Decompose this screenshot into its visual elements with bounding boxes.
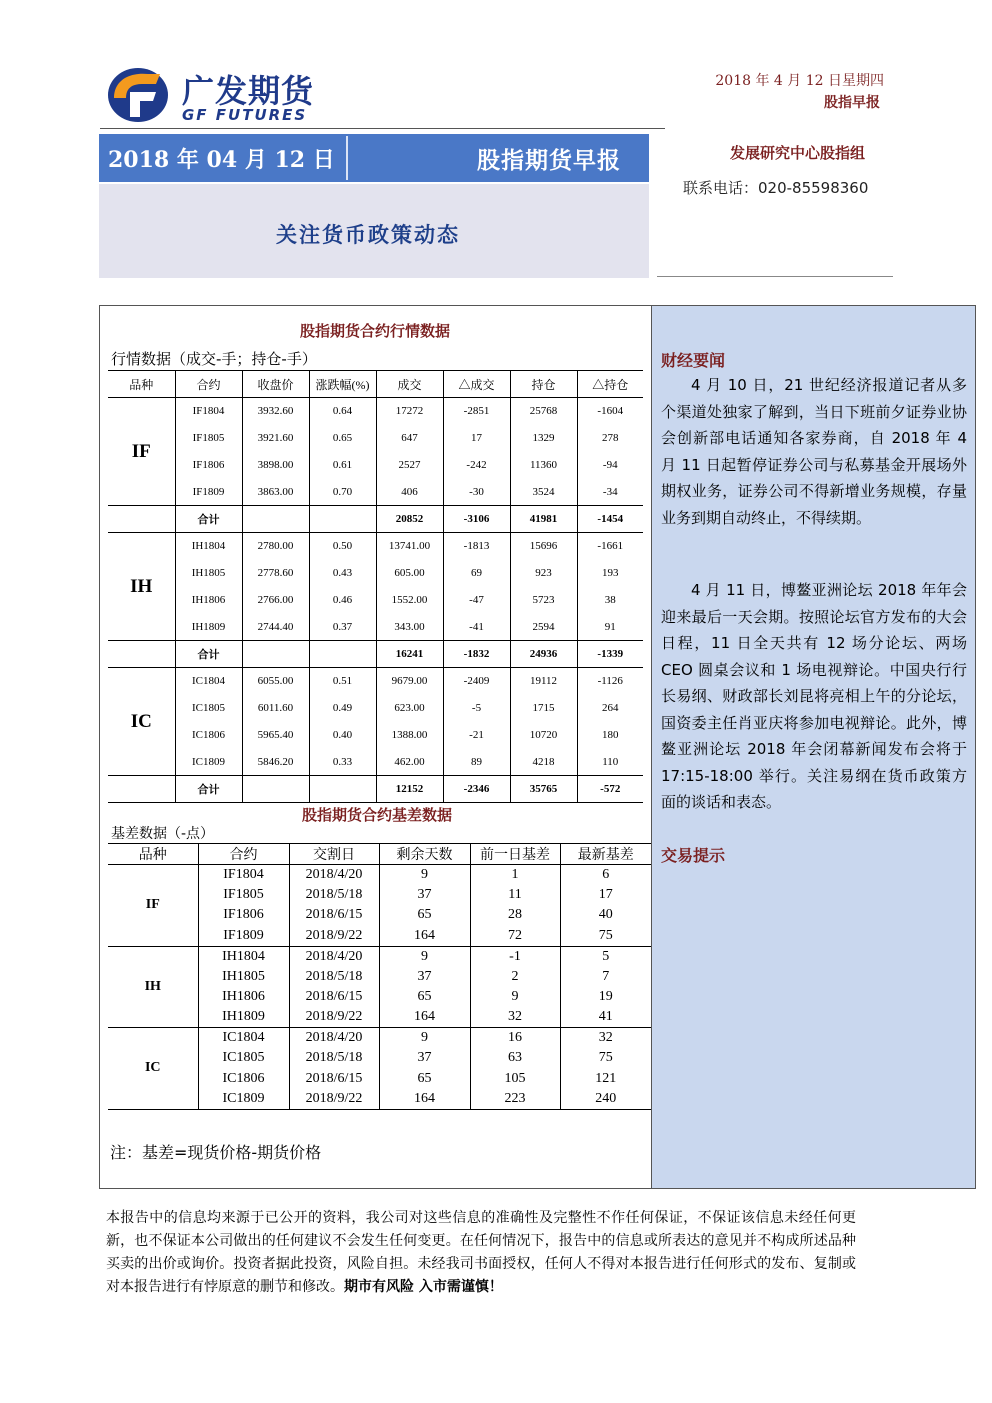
table-header-row bbox=[108, 371, 643, 398]
table-cell: IC1809 bbox=[175, 749, 242, 776]
table-cell: 65 bbox=[379, 987, 470, 1007]
table-cell: IF1806 bbox=[175, 452, 242, 479]
table-cell: 164 bbox=[379, 1007, 470, 1027]
table-cell: -2409 bbox=[443, 668, 510, 695]
title-separator bbox=[346, 136, 348, 180]
table-cell: 0.40 bbox=[309, 722, 376, 749]
table-cell: 2018/5/18 bbox=[289, 885, 379, 905]
contact-rule bbox=[657, 276, 893, 277]
header-rule bbox=[100, 128, 665, 129]
table-cell: 13741.00 bbox=[376, 533, 443, 560]
table-cell: 0.33 bbox=[309, 749, 376, 776]
table-cell: 69 bbox=[443, 560, 510, 587]
table-cell: -34 bbox=[602, 485, 618, 498]
table-cell: 343.00 bbox=[376, 614, 443, 641]
total-label: 合计 bbox=[175, 776, 242, 803]
table-cell: 2594 bbox=[510, 614, 577, 641]
table-cell: -1126 bbox=[597, 675, 623, 688]
table-row bbox=[108, 560, 643, 587]
table-cell: 2778.60 bbox=[242, 560, 309, 587]
header-report-type: 股指早报 bbox=[824, 95, 880, 111]
total-row bbox=[108, 641, 643, 668]
table-cell: 32 bbox=[598, 1030, 613, 1046]
column-header: 合约 bbox=[198, 844, 289, 865]
table-cell: IC1805 bbox=[198, 1048, 289, 1068]
table-cell bbox=[309, 641, 376, 668]
column-header: 剩余天数 bbox=[379, 844, 470, 865]
market-table-title: 股指期货合约行情数据 bbox=[300, 322, 451, 340]
table-cell: 1329 bbox=[510, 425, 577, 452]
table-cell: -1813 bbox=[443, 533, 510, 560]
column-header: 持仓 bbox=[510, 371, 577, 398]
table-cell: 19 bbox=[598, 989, 613, 1005]
total-open-interest-change: -1339 bbox=[577, 641, 643, 668]
table-cell: 15696 bbox=[510, 533, 577, 560]
table-cell: 5846.20 bbox=[242, 749, 309, 776]
table-cell: -30 bbox=[443, 479, 510, 506]
table-cell: 278 bbox=[602, 432, 619, 444]
disclaimer bbox=[106, 1207, 856, 1299]
table-cell: 0.46 bbox=[309, 587, 376, 614]
table-cell bbox=[242, 506, 309, 533]
table-cell: 2766.00 bbox=[242, 587, 309, 614]
table-cell: 240 bbox=[560, 1089, 651, 1109]
column-header: 合约 bbox=[175, 371, 242, 398]
table-cell: IC1809 bbox=[198, 1089, 289, 1109]
column-header: 品种 bbox=[108, 371, 175, 398]
table-cell: IH1805 bbox=[175, 560, 242, 587]
table-cell: 2018/5/18 bbox=[289, 966, 379, 986]
table-cell: 5965.40 bbox=[242, 722, 309, 749]
basis-table-title: 股指期货合约基差数据 bbox=[302, 806, 453, 824]
table-cell: 6055.00 bbox=[242, 668, 309, 695]
total-label: 合计 bbox=[175, 641, 242, 668]
table-cell: -1 bbox=[470, 946, 560, 966]
table-cell: 3863.00 bbox=[242, 479, 309, 506]
table-cell: 2018/6/15 bbox=[289, 987, 379, 1007]
table-header-row bbox=[108, 844, 651, 865]
variety-cell: IH bbox=[108, 946, 198, 1028]
table-cell: 2744.40 bbox=[242, 614, 309, 641]
table-cell: 11 bbox=[470, 885, 560, 905]
table-cell: 63 bbox=[470, 1048, 560, 1068]
table-cell: 91 bbox=[604, 620, 616, 633]
table-cell: 3898.00 bbox=[242, 452, 309, 479]
table-cell: IC1804 bbox=[198, 1028, 289, 1048]
table-cell: 0.65 bbox=[309, 425, 376, 452]
table-row bbox=[108, 398, 643, 425]
table-cell: 9679.00 bbox=[376, 668, 443, 695]
table-cell: 38 bbox=[604, 594, 616, 606]
table-cell: 2018/6/15 bbox=[289, 1068, 379, 1088]
table-cell: 37 bbox=[379, 885, 470, 905]
table-cell: IF1804 bbox=[175, 398, 242, 425]
table-cell: 65 bbox=[379, 1068, 470, 1088]
table-cell bbox=[108, 776, 175, 803]
table-cell: 2527 bbox=[376, 452, 443, 479]
table-cell: -21 bbox=[443, 722, 510, 749]
table-cell: IH1804 bbox=[175, 533, 242, 560]
table-cell: 1 bbox=[470, 865, 560, 885]
table-cell: 6011.60 bbox=[242, 695, 309, 722]
table-cell: 17 bbox=[443, 425, 510, 452]
column-header: △成交 bbox=[443, 371, 510, 398]
table-cell: 0.37 bbox=[309, 614, 376, 641]
table-cell: 223 bbox=[470, 1089, 560, 1109]
table-cell: 0.61 bbox=[309, 452, 376, 479]
table-row bbox=[108, 452, 643, 479]
table-cell: IF1805 bbox=[198, 885, 289, 905]
headline: 关注货币政策动态 bbox=[276, 222, 460, 247]
table-cell: 16 bbox=[470, 1028, 560, 1048]
table-cell: 164 bbox=[379, 926, 470, 946]
table-cell: IF1809 bbox=[198, 926, 289, 946]
table-cell: IC1804 bbox=[175, 668, 242, 695]
total-row bbox=[108, 776, 643, 803]
table-cell: 193 bbox=[602, 567, 619, 579]
table-cell: 2018/4/20 bbox=[289, 946, 379, 966]
total-open-interest-change: -1454 bbox=[577, 506, 643, 533]
main-bottom-rule bbox=[99, 1188, 976, 1189]
table-cell: 25768 bbox=[510, 398, 577, 425]
basis-note: 注：基差=现货价格-期货价格 bbox=[110, 1143, 322, 1162]
table-cell: 2018/9/22 bbox=[289, 1007, 379, 1027]
total-open-interest: 41981 bbox=[510, 506, 577, 533]
table-row bbox=[108, 1028, 651, 1048]
table-row bbox=[108, 479, 643, 506]
table-cell: 7 bbox=[602, 968, 610, 984]
news-section-title: 财经要闻 bbox=[661, 351, 726, 370]
total-volume-change: -2346 bbox=[443, 776, 510, 803]
basis-data-table bbox=[108, 843, 651, 1110]
table-cell: IH1805 bbox=[198, 966, 289, 986]
table-cell: 41 bbox=[560, 1007, 651, 1027]
table-cell: 32 bbox=[470, 1007, 560, 1027]
column-header: 涨跌幅(%) bbox=[309, 371, 376, 398]
total-row bbox=[108, 506, 643, 533]
table-cell: 40 bbox=[598, 907, 613, 923]
table-cell: 2780.00 bbox=[242, 533, 309, 560]
table-cell bbox=[309, 776, 376, 803]
table-cell: IC1806 bbox=[175, 722, 242, 749]
risk-warning: 期市有风险 入市需谨慎！ bbox=[344, 1279, 503, 1295]
table-cell: 164 bbox=[379, 1089, 470, 1109]
table-cell: IC1805 bbox=[175, 695, 242, 722]
total-volume: 20852 bbox=[376, 506, 443, 533]
table-cell bbox=[108, 641, 175, 668]
table-cell: IH1809 bbox=[198, 1007, 289, 1027]
table-cell: 0.50 bbox=[309, 533, 376, 560]
column-header: 前一日基差 bbox=[470, 844, 560, 865]
table-cell: 19112 bbox=[510, 668, 577, 695]
table-cell: IF1805 bbox=[175, 425, 242, 452]
table-row bbox=[108, 946, 651, 966]
table-cell: 37 bbox=[379, 1048, 470, 1068]
total-open-interest: 24936 bbox=[510, 641, 577, 668]
market-data-table bbox=[108, 370, 643, 803]
header-date: 2018 年 4 月 12 日星期四 bbox=[715, 73, 884, 89]
table-row bbox=[108, 722, 643, 749]
news-paragraph: 4 月 11 日，博鳌亚洲论坛 2018 年年会迎来最后一天会期。按照论坛官方发布的大会日程，11 日全天共有 12 场分论坛、两场 CEO 圆桌会议和 1 场电视辩论。中国央行行长易纲、财政部长刘昆将亮相上午的分论坛，国资委主任肖亚庆将参加电视辩论。此外，博鳌亚洲论坛 2018 年会闭幕新闻发布会将于 17:15-18:00 举行。关注易纲在货币政策方面的谈话和表态。 bbox=[661, 581, 967, 811]
table-cell: 65 bbox=[379, 905, 470, 925]
table-cell: 17 bbox=[598, 887, 613, 903]
disclaimer-text: 本报告中的信息均来源于已公开的资料，我公司对这些信息的准确性及完整性不作任何保证，不保证该信息未经任何更新，也不保证本公司做出的任何建议不会发生任何变更。在任何情况下，报告中的信息或所表达的意见并不构成所述品种买卖的出价或询价。投资者据此投资，风险自担。未经我司书面授权，任何人不得对本报告进行任何形式的发布、复制或对本报告进行有悖原意的删节和修改。 bbox=[106, 1210, 856, 1295]
column-header: 品种 bbox=[108, 844, 198, 865]
variety-cell: IC bbox=[108, 668, 175, 776]
variety-cell: IF bbox=[108, 398, 175, 506]
table-cell: 2 bbox=[470, 966, 560, 986]
table-row bbox=[108, 865, 651, 885]
logo-english-name: GF FUTURES bbox=[182, 106, 308, 124]
table-cell: 462.00 bbox=[376, 749, 443, 776]
table-cell: 0.49 bbox=[309, 695, 376, 722]
table-cell: 623.00 bbox=[376, 695, 443, 722]
total-open-interest-change: -572 bbox=[577, 776, 643, 803]
table-cell: 0.64 bbox=[309, 398, 376, 425]
variety-cell: IF bbox=[108, 865, 198, 947]
column-header: 成交 bbox=[376, 371, 443, 398]
table-cell: 121 bbox=[595, 1070, 617, 1086]
title-date: 2018 年 04 月 12 日 bbox=[108, 147, 335, 173]
table-cell: 2018/6/15 bbox=[289, 905, 379, 925]
table-cell: 2018/9/22 bbox=[289, 1089, 379, 1109]
table-row bbox=[108, 425, 643, 452]
table-cell: 28 bbox=[470, 905, 560, 925]
total-open-interest: 35765 bbox=[510, 776, 577, 803]
table-cell: 1715 bbox=[510, 695, 577, 722]
total-volume: 16241 bbox=[376, 641, 443, 668]
table-cell: 0.51 bbox=[309, 668, 376, 695]
table-cell: -47 bbox=[443, 587, 510, 614]
table-cell: 3932.60 bbox=[242, 398, 309, 425]
table-cell: 1552.00 bbox=[376, 587, 443, 614]
table-cell: 9 bbox=[379, 1028, 470, 1048]
table-row bbox=[108, 533, 643, 560]
table-cell: IH1804 bbox=[198, 946, 289, 966]
table-cell: -1604 bbox=[597, 405, 624, 418]
table-cell: 406 bbox=[376, 479, 443, 506]
table-cell: 110 bbox=[602, 755, 619, 768]
table-cell: -94 bbox=[602, 459, 618, 471]
table-cell: 3921.60 bbox=[242, 425, 309, 452]
basis-table-caption: 基差数据（-点） bbox=[111, 826, 215, 842]
table-cell: IH1806 bbox=[198, 987, 289, 1007]
total-volume-change: -1832 bbox=[443, 641, 510, 668]
table-row bbox=[108, 668, 643, 695]
table-cell: IH1809 bbox=[175, 614, 242, 641]
logo-chinese-name: 广发期货 bbox=[182, 72, 315, 110]
table-cell: 9 bbox=[470, 987, 560, 1007]
department: 发展研究中心股指组 bbox=[730, 144, 866, 162]
table-cell: -242 bbox=[443, 452, 510, 479]
table-cell: 180 bbox=[602, 729, 619, 741]
table-cell: 2018/4/20 bbox=[289, 1028, 379, 1048]
total-label: 合计 bbox=[175, 506, 242, 533]
table-row bbox=[108, 695, 643, 722]
news-paragraph: 4 月 10 日，21 世纪经济报道记者从多个渠道处独家了解到，当日下班前夕证券业协会创新部电话通知各家券商，自 2018 年 4 月 11 日起暂停证券公司与私募基金开展场外期权业务，证券公司不得新增业务规模，存量业务到期自动终止，不得续期。 bbox=[661, 376, 967, 527]
table-cell: 264 bbox=[602, 702, 619, 714]
table-cell: 1388.00 bbox=[376, 722, 443, 749]
contact-phone: 联系电话：020-85598360 bbox=[683, 179, 869, 197]
table-cell: 2018/5/18 bbox=[289, 1048, 379, 1068]
table-cell: 37 bbox=[379, 966, 470, 986]
table-cell: 9 bbox=[379, 946, 470, 966]
table-cell: 605.00 bbox=[376, 560, 443, 587]
table-cell bbox=[108, 506, 175, 533]
table-cell: IF1806 bbox=[198, 905, 289, 925]
table-cell: -1661 bbox=[597, 540, 624, 553]
table-cell: -41 bbox=[443, 614, 510, 641]
table-cell: 89 bbox=[443, 749, 510, 776]
table-cell: 923 bbox=[510, 560, 577, 587]
table-cell: 2018/9/22 bbox=[289, 926, 379, 946]
table-cell bbox=[309, 506, 376, 533]
table-cell bbox=[242, 641, 309, 668]
table-cell: IC1806 bbox=[198, 1068, 289, 1088]
variety-cell: IC bbox=[108, 1028, 198, 1110]
table-row bbox=[108, 614, 643, 641]
table-cell: 9 bbox=[379, 865, 470, 885]
table-cell: 75 bbox=[598, 1050, 613, 1066]
report-title: 股指期货早报 bbox=[477, 147, 621, 174]
total-volume: 12152 bbox=[376, 776, 443, 803]
table-cell: IH1806 bbox=[175, 587, 242, 614]
table-cell: IF1809 bbox=[175, 479, 242, 506]
table-cell: 17272 bbox=[376, 398, 443, 425]
table-cell: -2851 bbox=[443, 398, 510, 425]
table-row bbox=[108, 587, 643, 614]
table-cell bbox=[242, 776, 309, 803]
table-row bbox=[108, 749, 643, 776]
variety-cell: IH bbox=[108, 533, 175, 641]
trading-tips-title: 交易提示 bbox=[661, 846, 726, 865]
table-cell: 0.70 bbox=[309, 479, 376, 506]
table-cell: 0.43 bbox=[309, 560, 376, 587]
table-cell: 105 bbox=[470, 1068, 560, 1088]
table-cell: 6 bbox=[602, 866, 610, 882]
column-header: 最新基差 bbox=[560, 844, 651, 865]
table-cell: 2018/4/20 bbox=[289, 865, 379, 885]
market-table-caption: 行情数据（成交-手；持仓-手） bbox=[111, 350, 317, 368]
column-header: △持仓 bbox=[577, 371, 643, 398]
table-cell: 72 bbox=[470, 926, 560, 946]
table-cell: 647 bbox=[376, 425, 443, 452]
column-header: 收盘价 bbox=[242, 371, 309, 398]
table-cell: 11360 bbox=[510, 452, 577, 479]
column-header: 交割日 bbox=[289, 844, 379, 865]
table-cell: 10720 bbox=[510, 722, 577, 749]
table-cell: 5723 bbox=[510, 587, 577, 614]
table-cell: 3524 bbox=[510, 479, 577, 506]
total-volume-change: -3106 bbox=[443, 506, 510, 533]
table-cell: IF1804 bbox=[198, 865, 289, 885]
table-cell: -5 bbox=[443, 695, 510, 722]
table-cell: 5 bbox=[602, 948, 610, 964]
table-cell: 4218 bbox=[510, 749, 577, 776]
table-cell: 75 bbox=[560, 926, 651, 946]
